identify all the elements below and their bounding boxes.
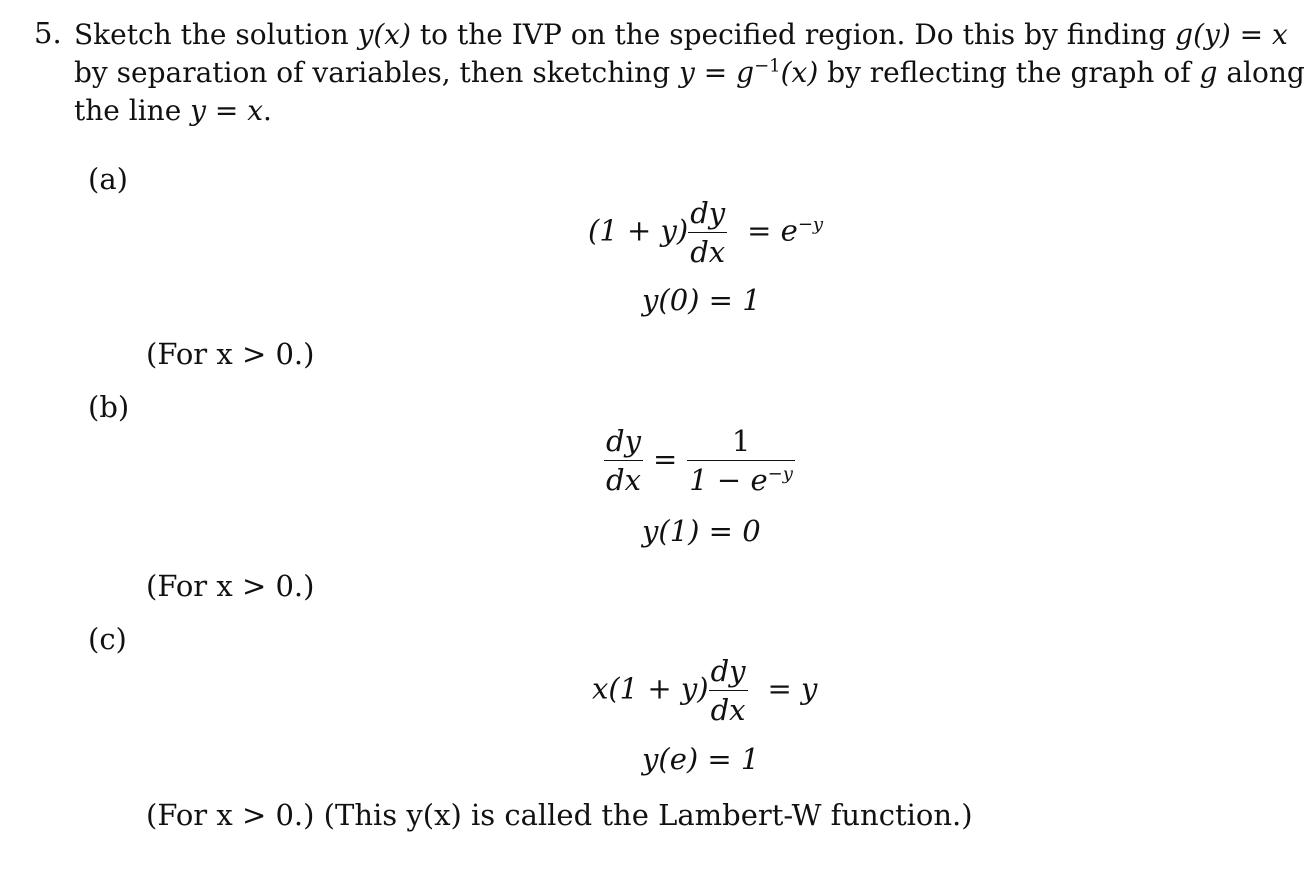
fraction-numerator: dy [688, 196, 727, 233]
statement-line-2 [74, 54, 1305, 92]
math-inline: g [1199, 56, 1218, 89]
derivative-fraction [709, 654, 748, 727]
equation-rhs: = y [767, 671, 818, 706]
math-superscript: −y [797, 213, 824, 235]
math-superscript: −y [767, 463, 793, 485]
statement-text: to the IVP on the specified region. Do this by finding [411, 18, 1176, 51]
problem-statement [74, 16, 1305, 130]
statement-text: along [1217, 56, 1305, 89]
fraction-denominator: dx [690, 235, 726, 269]
part-b-equation [604, 424, 795, 497]
statement-text: . [263, 94, 272, 127]
statement-text: by separation of variables, then sketching [74, 56, 680, 89]
derivative-fraction [604, 424, 643, 497]
part-c-equation [592, 654, 817, 727]
part-a-label: (a) [88, 162, 128, 196]
part-b-label: (b) [88, 390, 130, 424]
equation-rhs: = e [747, 213, 798, 248]
equation-lhs: (1 + y) [588, 213, 689, 248]
part-b-initial-condition [642, 514, 761, 548]
rhs-fraction [687, 424, 795, 497]
fraction-numerator: dy [709, 654, 748, 691]
denominator-text: 1 − e [689, 463, 768, 497]
part-a-note: (For x > 0.) [146, 337, 315, 371]
part-c-initial-condition [642, 742, 759, 776]
math-superscript: −1 [754, 55, 781, 77]
initial-condition: y(e) = 1 [642, 742, 760, 776]
initial-condition: y(0) = 1 [642, 283, 761, 317]
fraction-denominator [687, 461, 795, 497]
derivative-fraction [688, 196, 727, 269]
equals-sign: = [652, 441, 678, 476]
part-c-note: (For x > 0.) (This y(x) is called the Lambert-W function.) [146, 798, 973, 832]
math-inline: y = g [679, 56, 755, 89]
fraction-denominator: dx [710, 693, 746, 727]
statement-text: Sketch the solution [74, 18, 358, 51]
part-a-equation [588, 196, 823, 269]
part-c-label: (c) [88, 622, 127, 656]
part-a-initial-condition [642, 283, 761, 317]
part-b-note: (For x > 0.) [146, 569, 315, 603]
math-inline: (x) [780, 56, 819, 89]
math-inline: g(y) = x [1175, 18, 1288, 51]
equation-lhs: x(1 + y) [592, 671, 709, 706]
fraction-numerator: 1 [687, 424, 795, 461]
fraction-numerator: dy [604, 424, 643, 461]
statement-line-1 [74, 16, 1288, 54]
math-inline: y = x [190, 94, 264, 127]
initial-condition: y(1) = 0 [642, 514, 761, 548]
math-inline: y(x) [357, 18, 412, 51]
statement-text: the line [74, 94, 191, 127]
statement-text: by reflecting the graph of [818, 56, 1200, 89]
fraction-denominator: dx [606, 463, 641, 497]
problem-number: 5. [34, 16, 62, 50]
statement-line-3 [74, 92, 1264, 130]
